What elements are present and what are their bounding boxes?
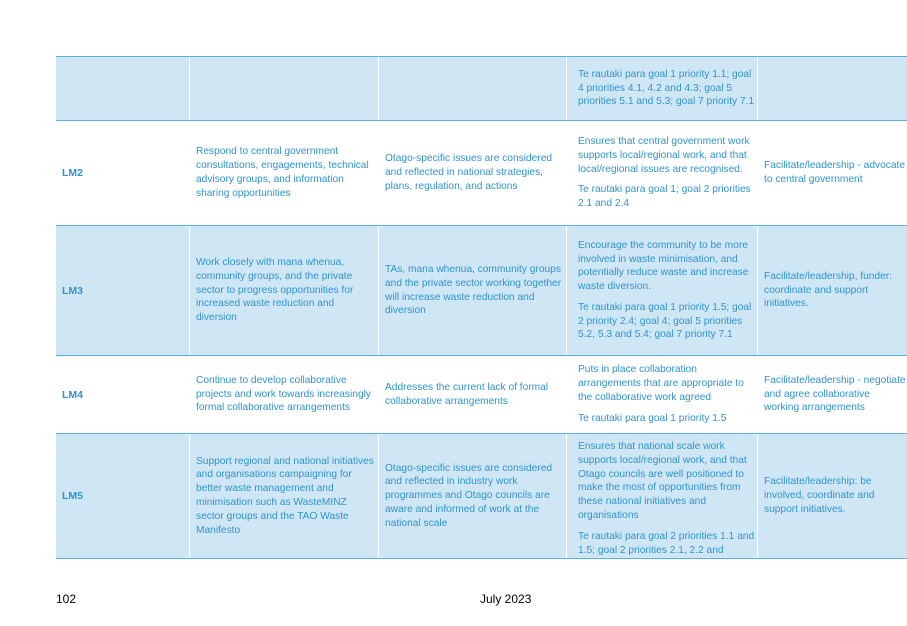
- footer-date: July 2023: [480, 592, 532, 606]
- action-code: LM2: [62, 167, 83, 179]
- action-code: LM4: [62, 388, 83, 401]
- role-text: Facilitate/leadership, funder: coordinate and support initiatives.: [764, 270, 892, 310]
- outcome-reference: Te rautaki para goal 1; goal 2 priorities 2.1 and 2.4: [578, 184, 751, 210]
- table-row: [56, 121, 907, 226]
- outcome-reference: Te rautaki para goal 1 priority 1.5: [578, 412, 727, 424]
- action-text: Support regional and national initiatives and organisations campaigning for better waste management and minimisation such as WasteMINZ sector groups and the TAO Waste Manifesto: [196, 455, 374, 536]
- page-number: 102: [56, 592, 77, 606]
- action-text: Respond to central government consultations, engagements, technical advisory groups, and information sharing opportunities: [196, 146, 369, 199]
- action-text: Work closely with mana whenua, community groups, and the private sector to progress opportunities for increased waste reduction and diversion: [196, 257, 354, 324]
- rationale-text: Otago-specific issues are considered and reflected in industry work programmes and Otago councils are aware and informed of work at the national scale: [385, 462, 553, 529]
- table-row: [56, 226, 907, 356]
- table-row: [56, 434, 907, 559]
- role-text: Facilitate/leadership: be involved, coordinate and support initiatives.: [764, 476, 875, 515]
- role-text: Facilitate/leadership - negotiate and agree collaborative working arrangements: [764, 374, 906, 414]
- table-row: [56, 356, 907, 434]
- action-text: Continue to develop collaborative projects and work towards increasingly formal collaborative arrangements: [196, 374, 371, 414]
- action-code: LM5: [62, 490, 83, 502]
- outcome-reference: Te rautaki para goal 2 priorities 1.1 and 1.5; goal 2 priorities 2.1, 2.2 and: [578, 530, 755, 556]
- outcome-reference: Te rautaki para goal 1 priority 1.5; goal 2 priority 2.4; goal 4; goal 5 priorities 5.2, 5.3 and 5.4; goal 7 priority 7.1: [578, 301, 752, 341]
- waste-plan-actions-table: [56, 56, 907, 559]
- table-row: [56, 57, 907, 121]
- outcome-text: Ensures that central government work supports local/regional work, and that local/regional issues are recognised.: [578, 136, 750, 175]
- role-text: Facilitate/leadership - advocate to central government: [764, 160, 906, 185]
- outcome-text: Encourage the community to be more involved in waste minimisation, and potentially reduce waste and increase waste diversion.: [578, 239, 749, 293]
- outcome-text: Ensures that national scale work supports local/regional work, and that Otago councils are well positioned to make the most of opportunities from these national initiatives and organisations: [578, 441, 747, 521]
- rationale-text: TAs, mana whenua, community groups and the private sector working together will increase waste reduction and diversion: [385, 263, 562, 317]
- rationale-text: Otago-specific issues are considered and reflected in national strategies, plans, regulation, and actions: [385, 153, 553, 192]
- action-code: LM3: [62, 284, 83, 297]
- outcome-text: Te rautaki para goal 1 priority 1.1; goal 4 priorities 4.1, 4.2 and 4.3; goal 5 priorities 5.1 and 5.3; goal 7 priority 7.1: [578, 68, 755, 108]
- outcome-text: Puts in place collaboration arrangements that are appropriate to the collaborative work agreed: [578, 364, 744, 403]
- rationale-text: Addresses the current lack of formal collaborative arrangements: [385, 381, 549, 407]
